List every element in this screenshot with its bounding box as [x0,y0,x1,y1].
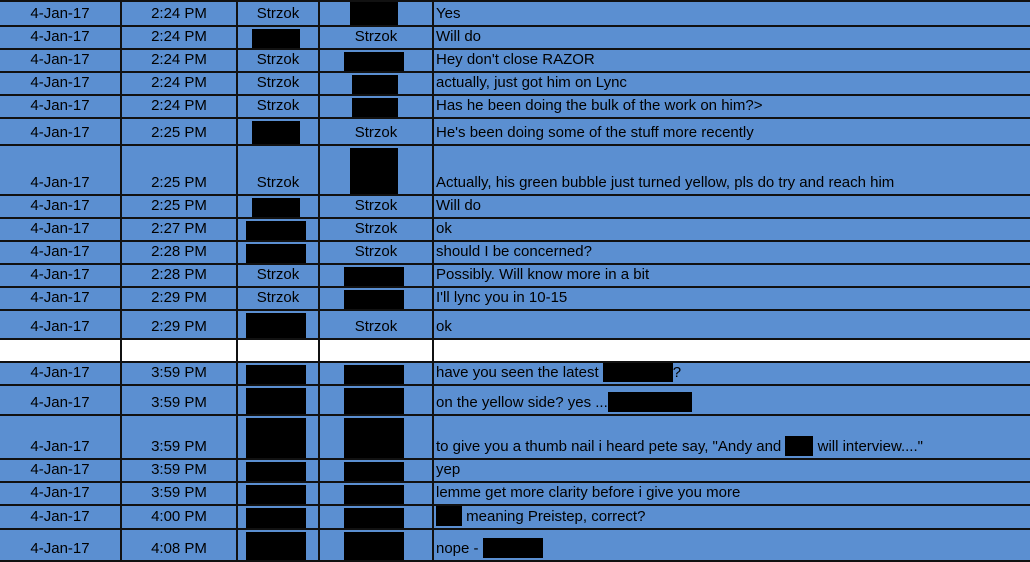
time-cell: 2:25 PM [151,197,207,214]
time-cell: 2:24 PM [151,97,207,114]
message-cell: yep [436,461,461,478]
time-cell: 2:28 PM [151,243,207,260]
redaction-bar [344,532,404,560]
message-text: will interview...." [813,438,923,455]
date-cell: 4-Jan-17 [30,484,90,501]
redaction-bar [344,508,404,528]
time-cell: 4:08 PM [151,540,207,557]
date-cell: 4-Jan-17 [30,461,90,478]
message-cell: Actually, his green bubble just turned yellow, pls do try and reach him [436,174,895,191]
message-cell: Will do [436,197,482,214]
redaction-bar [344,462,404,481]
grid-line [0,217,1030,219]
date-cell: 4-Jan-17 [30,508,90,525]
grid-line [0,414,1030,416]
date-cell: 4-Jan-17 [30,220,90,237]
message-cell: He's been doing some of the stuff more recently [436,124,754,141]
redaction-bar [344,267,404,286]
time-cell: 4:00 PM [151,508,207,525]
message-cell: should I be concerned? [436,243,592,260]
grid-line [236,0,238,562]
time-cell: 3:59 PM [151,461,207,478]
redaction-bar [344,485,404,504]
from-cell: Strzok [256,5,300,22]
date-cell: 4-Jan-17 [30,97,90,114]
to-cell: Strzok [354,243,398,260]
redaction-bar [246,221,306,240]
message-text: on the yellow side? yes ... [436,394,608,411]
from-cell: Strzok [256,97,300,114]
from-cell: Strzok [256,74,300,91]
message-cell: lemme get more clarity before i give you more [436,484,741,501]
redaction-bar [246,388,306,414]
message-cell [436,362,1026,384]
date-cell: 4-Jan-17 [30,51,90,68]
message-cell: Has he been doing the bulk of the work on him?> [436,97,763,114]
date-cell: 4-Jan-17 [30,266,90,283]
redaction-bar [246,418,306,458]
grid-line [0,286,1030,288]
grid-line [318,0,320,562]
redaction-bar [246,508,306,528]
redaction-bar [350,2,398,25]
grid-line [0,25,1030,27]
table-row [0,0,1030,25]
redaction-bar [252,121,300,144]
grid-line [0,338,1030,340]
time-cell: 2:29 PM [151,289,207,306]
message-cell [436,339,1026,361]
to-cell: Strzok [354,28,398,45]
grid-line [0,144,1030,146]
grid-line [0,528,1030,530]
table-row [0,530,1030,560]
redaction-bar [246,244,306,263]
message-text: to give you a thumb nail i heard pete say, "Andy and [436,438,786,455]
time-cell: 2:24 PM [151,5,207,22]
message-cell: I'll lync you in 10-15 [436,289,568,306]
table-row [0,363,1030,384]
table-row [0,27,1030,48]
to-cell: Strzok [354,197,398,214]
table-row [0,146,1030,194]
table-row [0,265,1030,286]
date-cell: 4-Jan-17 [30,394,90,411]
table-row [0,73,1030,94]
table-row [0,460,1030,481]
grid-line [0,94,1030,96]
date-cell: 4-Jan-17 [30,5,90,22]
message-cell [436,506,1026,528]
grid-line [0,194,1030,196]
time-cell [122,339,236,361]
time-cell: 2:25 PM [151,174,207,191]
time-cell: 2:29 PM [151,318,207,335]
redaction-bar [436,506,462,526]
redaction-bar [246,365,306,384]
message-cell [436,436,1026,458]
redaction-bar [246,485,306,504]
table-row [0,386,1030,414]
table-row [0,119,1030,144]
redaction-bar [352,75,398,94]
table-row [0,50,1030,71]
grid-line [0,71,1030,73]
grid-line [0,481,1030,483]
grid-line [120,0,122,562]
redaction-bar [344,290,404,309]
grid-line [0,504,1030,506]
to-cell [320,339,432,361]
redaction-bar [252,29,300,48]
from-cell: Strzok [256,289,300,306]
redaction-bar [483,538,543,558]
time-cell: 2:25 PM [151,124,207,141]
table-row [0,219,1030,240]
to-cell: Strzok [354,220,398,237]
message-cell: Yes [436,5,461,22]
message-cell [436,392,1026,414]
date-cell [0,339,120,361]
message-cell: actually, just got him on Lync [436,74,627,91]
grid-line [0,384,1030,386]
redaction-bar [352,98,398,117]
time-cell: 3:59 PM [151,364,207,381]
from-cell [238,339,318,361]
message-cell: ok [436,318,452,335]
time-cell: 2:28 PM [151,266,207,283]
table-row [0,242,1030,263]
table-row [0,96,1030,117]
time-cell: 3:59 PM [151,394,207,411]
from-cell: Strzok [256,174,300,191]
table-row [0,416,1030,458]
redaction-bar [603,362,673,382]
grid-line [0,361,1030,363]
date-cell: 4-Jan-17 [30,174,90,191]
redaction-bar [252,198,300,217]
grid-line [0,48,1030,50]
message-text: meaning Preistep, correct? [462,508,646,525]
redaction-bar [344,388,404,414]
grid-line [0,263,1030,265]
message-cell: Hey don't close RAZOR [436,51,595,68]
table-row [0,483,1030,504]
blank-separator-row [0,340,1030,361]
time-cell: 3:59 PM [151,438,207,455]
date-cell: 4-Jan-17 [30,197,90,214]
table-row [0,311,1030,338]
redaction-bar [344,365,404,384]
table-row [0,506,1030,528]
time-cell: 2:24 PM [151,51,207,68]
message-text: ? [672,364,682,381]
time-cell: 2:24 PM [151,28,207,45]
from-cell: Strzok [256,266,300,283]
date-cell: 4-Jan-17 [30,289,90,306]
time-cell: 2:24 PM [151,74,207,91]
grid-line [0,458,1030,460]
date-cell: 4-Jan-17 [30,364,90,381]
date-cell: 4-Jan-17 [30,28,90,45]
table-row [0,196,1030,217]
time-cell: 3:59 PM [151,484,207,501]
message-cell: Will do [436,28,482,45]
grid-line [0,117,1030,119]
grid-line [0,309,1030,311]
date-cell: 4-Jan-17 [30,74,90,91]
date-cell: 4-Jan-17 [30,438,90,455]
time-cell: 2:27 PM [151,220,207,237]
redaction-bar [246,462,306,481]
to-cell: Strzok [354,124,398,141]
date-cell: 4-Jan-17 [30,243,90,260]
grid-line [0,0,1030,2]
redaction-bar [246,532,306,560]
grid-line [432,0,434,562]
date-cell: 4-Jan-17 [30,124,90,141]
message-cell [436,538,1026,560]
redaction-bar [344,52,404,71]
redaction-bar [350,148,398,194]
redaction-bar [608,392,692,412]
message-cell: ok [436,220,452,237]
grid-line [0,240,1030,242]
date-cell: 4-Jan-17 [30,540,90,557]
to-cell: Strzok [354,318,398,335]
date-cell: 4-Jan-17 [30,318,90,335]
message-text: have you seen the latest [436,364,603,381]
table-row [0,288,1030,309]
redaction-bar [246,313,306,338]
from-cell: Strzok [256,51,300,68]
message-cell: Possibly. Will know more in a bit [436,266,650,283]
redaction-bar [344,418,404,458]
message-text: nope - [436,540,483,557]
redaction-bar [785,436,813,456]
